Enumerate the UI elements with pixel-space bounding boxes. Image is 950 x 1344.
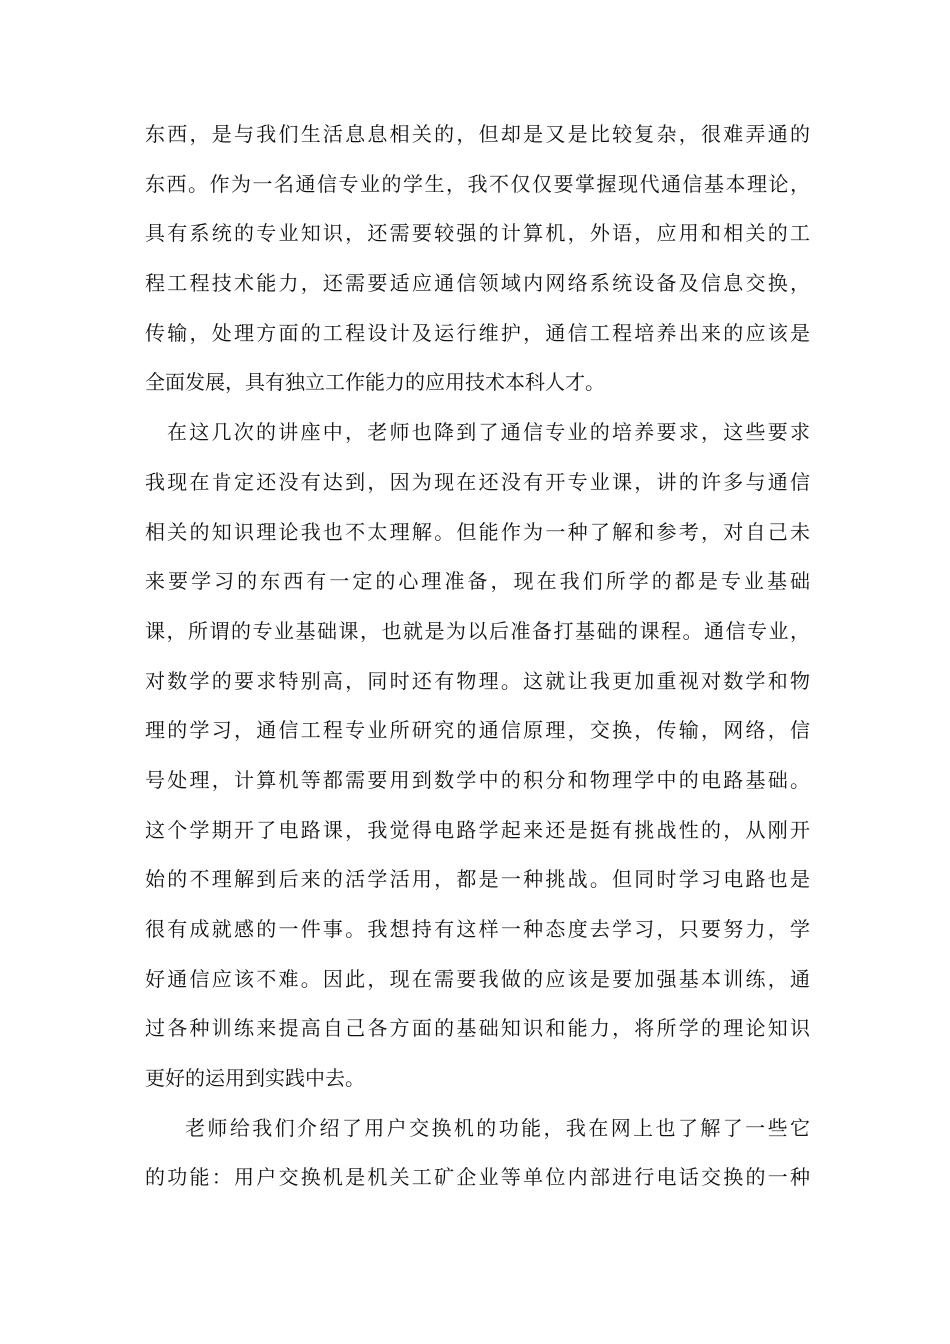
text-line: 理的学习，通信工程专业所研究的通信原理，交换，传输，网络，信 [145,718,810,743]
text-line: 来要学习的东西有一定的心理准备，现在我们所学的都是专业基础 [145,569,810,594]
text-line: 的功能：用户交换机是机关工矿企业等单位内部进行电话交换的一种 [145,1165,810,1190]
text-line: 传输，处理方面的工程设计及运行维护，通信工程培养出来的应该是 [145,320,810,345]
text-line: 东西，是与我们生活息息相关的，但却是又是比较复杂，很难弄通的 [145,122,810,146]
text-line: 老师给我们介绍了用户交换机的功能，我在网上也了解了一些它 [185,1115,810,1140]
text-line: 对数学的要求特别高，同时还有物理。这就让我更加重视对数学和物 [145,668,810,693]
text-line: 具有系统的专业知识，还需要较强的计算机，外语，应用和相关的工 [145,221,810,246]
text-line: 程工程技术能力，还需要适应通信领域内网络系统设备及信息交换， [145,271,810,296]
text-line: 这个学期开了电路课，我觉得电路学起来还是挺有挑战性的，从刚开 [145,817,810,842]
text-line: 相关的知识理论我也不太理解。但能作为一种了解和参考，对自己未 [145,519,810,544]
text-line: 全面发展，具有独立工作能力的应用技术本科人才。 [145,370,605,395]
text-line: 课，所谓的专业基础课，也就是为以后准备打基础的课程。通信专业， [145,618,810,643]
text-line: 在这几次的讲座中，老师也降到了通信专业的培养要求，这些要求 [167,420,810,445]
text-line: 我现在肯定还没有达到，因为现在还没有开专业课，讲的许多与通信 [145,469,810,494]
text-line: 东西。作为一名通信专业的学生，我不仅仅要掌握现代通信基本理论， [145,171,810,196]
text-line: 始的不理解到后来的活学活用，都是一种挑战。但同时学习电路也是 [145,867,810,892]
text-line: 过各种训练来提高自己各方面的基础知识和能力，将所学的理论知识 [145,1016,810,1041]
text-line: 更好的运用到实践中去。 [145,1066,365,1091]
text-line: 号处理，计算机等都需要用到数学中的积分和物理学中的电路基础。 [145,767,810,792]
body-text [145,110,810,1203]
text-line: 好通信应该不难。因此，现在需要我做的应该是要加强基本训练，通 [145,966,810,991]
text-line: 很有成就感的一件事。我想持有这样一种态度去学习，只要努力，学 [145,917,810,941]
